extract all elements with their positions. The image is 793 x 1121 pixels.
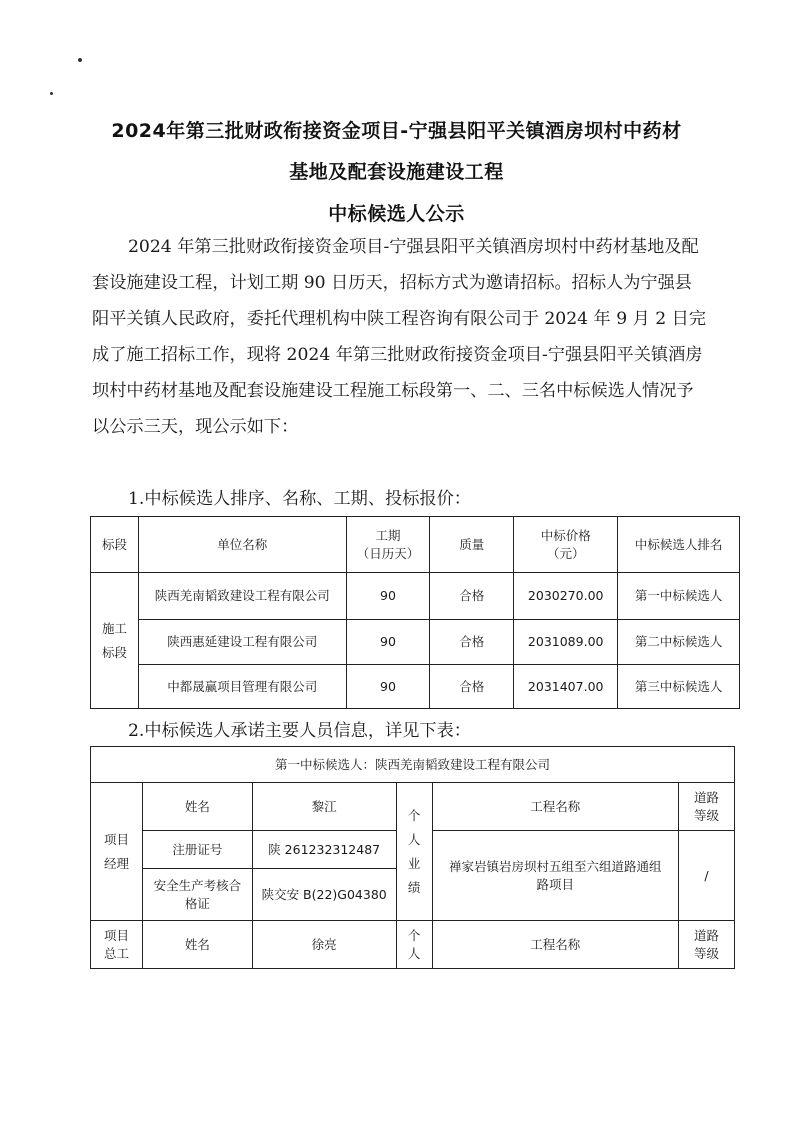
table-row [91,921,735,969]
section-label-line-1: 施工 [101,620,127,636]
eng-road-grade-line-1: 道路 [694,927,720,943]
header-rank: 中标候选人排名 [618,517,740,573]
reg-value-cell: 陕 261232312487 [252,831,396,869]
project-name-header: 工程名称 [432,783,678,831]
quality-cell: 合格 [430,573,514,620]
first-candidate-banner: 第一中标候选人：陕西羌南韬致建设工程有限公司 [91,747,735,783]
table-header-row [91,517,740,573]
eng-perf-label-cell [396,921,432,969]
scan-speck [50,92,53,95]
table-row [91,573,740,620]
personnel-table [90,746,735,969]
intro-line: 阳平关镇人民政府，委托代理机构中陕工程咨询有限公司于 2024 年 9 月 2 日完 [92,309,707,329]
banner-row [91,747,735,783]
road-grade-cell: / [679,831,735,921]
perf-char: 个 [407,807,421,823]
eng-perf-char: 个 [407,927,421,943]
price-cell: 2031089.00 [514,620,618,665]
unit-name-cell: 陕西羌南韬致建设工程有限公司 [138,573,346,620]
doc-title-line-1: 2024年第三批财政衔接资金项目-宁强县阳平关镇酒房坝村中药材 [111,120,682,142]
candidate-table [90,516,740,709]
rank-cell: 第三中标候选人 [618,665,740,709]
intro-paragraph [92,229,742,445]
eng-project-name-header: 工程名称 [432,921,678,969]
header-period-line-2: （日历天） [356,545,420,561]
header-section: 标段 [91,517,139,573]
intro-line: 套设施建设工程，计划工期 90 日历天，招标方式为邀请招标。招标人为宁强县 [92,273,692,293]
section-label-line-2: 标段 [101,644,127,660]
project-name-line-1: 禅家岩镇岩房坝村五组至六组道路通组 [449,858,662,874]
name-label-cell: 姓名 [142,783,252,831]
header-period-line-1: 工期 [375,527,401,543]
reg-label-cell: 注册证号 [142,831,252,869]
eng-road-grade-line-2: 等级 [694,945,720,961]
safety-label-line-2: 格证 [184,895,210,911]
price-cell: 2030270.00 [514,573,618,620]
perf-char: 业 [407,855,421,871]
perf-char: 绩 [407,879,421,895]
eng-label-line-1: 项目 [103,927,129,943]
eng-road-grade-header [679,921,735,969]
table-row [91,620,740,665]
safety-label-cell [142,869,252,921]
eng-name-cell: 徐亮 [252,921,396,969]
pm-label-line-2: 经理 [103,855,129,871]
quality-cell: 合格 [430,620,514,665]
safety-label-line-1: 安全生产考核合 [153,877,242,893]
doc-title-line-2: 基地及配套设施建设工程 [289,161,504,183]
header-price [514,517,618,573]
header-quality: 质量 [430,517,514,573]
road-grade-header-line-1: 道路 [694,789,720,805]
table-row [91,783,735,831]
personal-performance-label [396,783,432,921]
safety-value-cell: 陕交安 B(22)G04380 [252,869,396,921]
period-cell: 90 [346,573,430,620]
intro-line: 2024 年第三批财政衔接资金项目-宁强县阳平关镇酒房坝村中药材基地及配 [128,237,699,257]
rank-cell: 第二中标候选人 [618,620,740,665]
header-period [346,517,430,573]
perf-char: 人 [407,831,421,847]
section-1-heading: 1.中标候选人排序、名称、工期、投标报价： [128,489,471,509]
header-unit-name: 单位名称 [138,517,346,573]
eng-label-cell [91,921,143,969]
intro-line: 以公示三天，现公示如下： [92,417,299,437]
section-2-heading: 2.中标候选人承诺主要人员信息，详见下表： [128,721,471,741]
pm-label-line-1: 项目 [103,831,129,847]
eng-label-line-2: 总工 [103,945,129,961]
unit-name-cell: 陕西惠延建设工程有限公司 [138,620,346,665]
road-grade-header [679,783,735,831]
period-cell: 90 [346,620,430,665]
project-name-line-2: 路项目 [536,876,575,892]
intro-line: 成了施工招标工作，现将 2024 年第三批财政衔接资金项目-宁强县阳平关镇酒房 [92,345,703,365]
scan-speck [78,58,82,62]
road-grade-header-line-2: 等级 [694,807,720,823]
quality-cell: 合格 [430,665,514,709]
pm-name-cell: 黎江 [252,783,396,831]
intro-line: 坝村中药材基地及配套设施建设工程施工标段第一、二、三名中标候选人情况予 [92,381,694,401]
unit-name-cell: 中都晟赢项目管理有限公司 [138,665,346,709]
eng-perf-char: 人 [407,945,421,961]
eng-name-label-cell: 姓名 [142,921,252,969]
table-row [91,665,740,709]
period-cell: 90 [346,665,430,709]
rank-cell: 第一中标候选人 [618,573,740,620]
doc-title-line-3: 中标候选人公示 [328,203,465,225]
pm-label-cell [91,783,143,921]
header-price-line-1: 中标价格 [540,527,591,543]
header-price-line-2: （元） [546,545,585,561]
section-cell [91,573,139,709]
project-name-cell [432,831,678,921]
price-cell: 2031407.00 [514,665,618,709]
